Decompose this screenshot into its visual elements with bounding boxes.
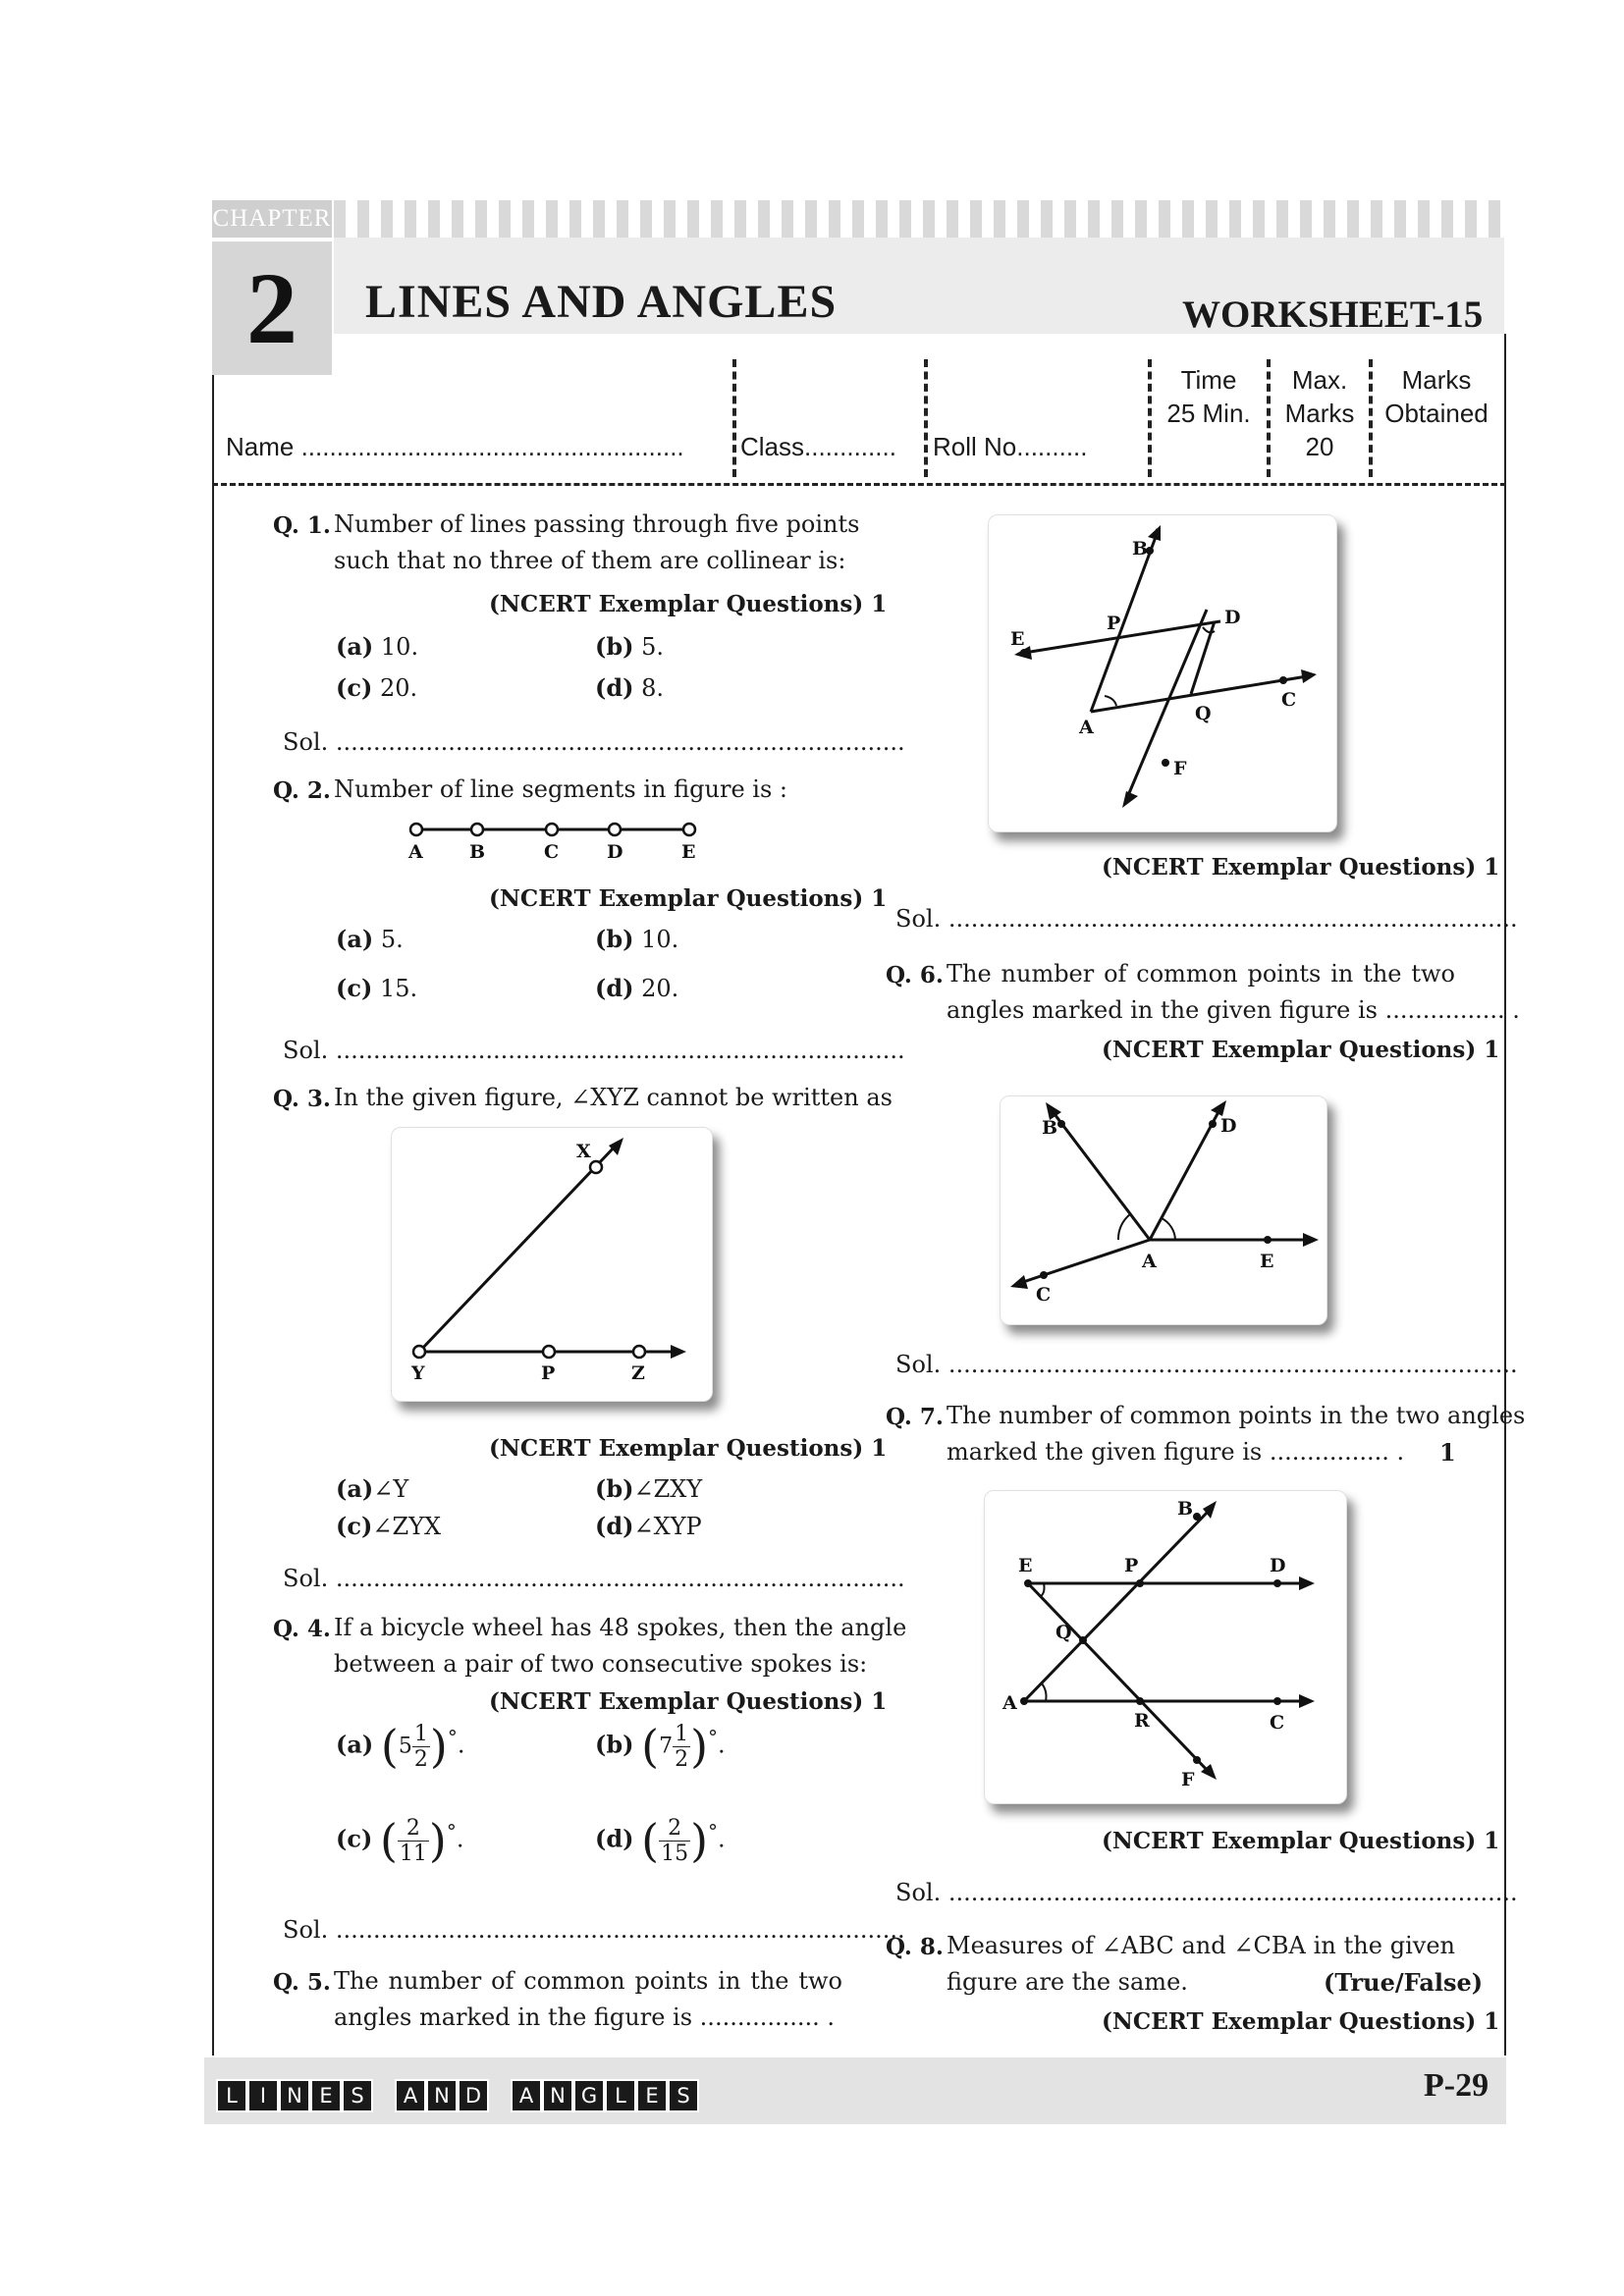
chapter-number: 2 (212, 241, 332, 375)
marks-obtained-label-2: Obtained (1384, 399, 1489, 428)
q4-line-1: If a bicycle wheel has 48 spokes, then the angle (334, 1614, 907, 1641)
q3-text: In the given figure, ∠XYZ cannot be written as (334, 1084, 893, 1111)
q7-solution-line[interactable]: Sol. ............................................................................ (895, 1879, 1518, 1906)
chapter-title: LINES AND ANGLES (365, 276, 838, 328)
max-marks-value: 20 (1305, 432, 1334, 461)
q5-label-b: B (1132, 538, 1149, 560)
q2-option-b[interactable]: (b) 10. (595, 925, 679, 953)
chapter-label: CHAPTER (212, 200, 332, 238)
separator-class-roll (924, 359, 928, 477)
q2-option-a[interactable]: (a) 5. (336, 925, 404, 953)
q2-option-c[interactable]: (c) 15. (336, 974, 418, 1002)
q2-option-d[interactable]: (d) 20. (595, 974, 679, 1002)
q1-option-d[interactable]: (d) 8. (595, 673, 665, 702)
q7-figure (984, 1490, 1347, 1804)
q5-label-a: A (1079, 717, 1094, 738)
q3-reference: (NCERT Exemplar Questions) 1 (489, 1435, 888, 1462)
q2-label-e: E (681, 841, 696, 863)
max-marks-label-2: Marks (1284, 399, 1355, 428)
q5-label-c: C (1281, 689, 1297, 711)
footer-letter: S (670, 2081, 697, 2110)
left-border-body (212, 485, 214, 2056)
q8-line-2: figure are the same. (947, 1968, 1188, 1996)
q4-option-a[interactable]: (a) (5 $\frac{1}{2}$ )°. (336, 1720, 465, 1773)
name-field[interactable]: Name ...................................................... (226, 432, 684, 461)
q6-label-b: B (1042, 1117, 1058, 1139)
q7-label-r: R (1134, 1710, 1150, 1732)
q6-line-1: The number of common points in the two (947, 960, 1455, 988)
footer-letter: N (428, 2081, 456, 2110)
q1-option-b[interactable]: (b) 5. (595, 632, 665, 661)
q7-label-f: F (1181, 1769, 1195, 1790)
footer-letter: N (281, 2081, 308, 2110)
q7-label-p: P (1124, 1555, 1139, 1576)
footer-letter: G (575, 2081, 603, 2110)
q2-solution-line[interactable]: Sol. ............................................................................ (283, 1037, 905, 1064)
q1-reference: (NCERT Exemplar Questions) 1 (489, 591, 888, 617)
q6-label-a: A (1142, 1251, 1157, 1272)
time-box (1151, 363, 1267, 430)
page-number: P-29 (1424, 2067, 1489, 2104)
dashed-divider (212, 483, 1506, 486)
q1-number: Q. 1. (273, 512, 331, 539)
q8-reference: (NCERT Exemplar Questions) 1 (1102, 2008, 1500, 2035)
q4-number: Q. 4. (273, 1616, 331, 1642)
worksheet-number: WORKSHEET-15 (1182, 294, 1484, 336)
q5-label-d: D (1224, 607, 1241, 628)
q1-line-2: such that no three of them are collinear is: (334, 547, 846, 574)
q6-label-e: E (1260, 1251, 1274, 1272)
q6-label-c: C (1036, 1284, 1052, 1306)
q3-solution-line[interactable]: Sol. ............................................................................ (283, 1565, 905, 1592)
q2-text: Number of line segments in figure is : (334, 775, 787, 803)
q8-number: Q. 8. (886, 1934, 944, 1960)
header-stripes (334, 200, 1504, 238)
q1-line-1: Number of lines passing through five points (334, 510, 860, 538)
footer-subject-label (218, 2081, 701, 2110)
q4-option-b[interactable]: (b) (7 $\frac{1}{2}$ )°. (595, 1720, 726, 1773)
footer-letter: A (397, 2081, 424, 2110)
q3-option-c[interactable]: (c)∠ZYX (336, 1512, 442, 1540)
q1-solution-line[interactable]: Sol. ............................................................................ (283, 728, 905, 756)
q2-line-segment-figure (393, 815, 717, 864)
q8-true-false: (True/False) (1324, 1968, 1484, 1997)
footer-letter: E (638, 2081, 666, 2110)
q2-number: Q. 2. (273, 777, 331, 804)
q4-line-2: between a pair of two consecutive spokes is: (334, 1650, 868, 1678)
q5-label-f: F (1173, 758, 1187, 779)
q2-label-c: C (544, 841, 560, 863)
class-field[interactable]: Class............. (740, 432, 896, 461)
footer-letter: A (513, 2081, 540, 2110)
q7-line-2: marked the given figure is ................ . (947, 1438, 1405, 1466)
q7-line-1: The number of common points in the two angles (947, 1402, 1526, 1429)
footer-letter: L (218, 2081, 245, 2110)
footer-letter: D (460, 2081, 487, 2110)
marks-obtained-box[interactable] (1373, 363, 1500, 430)
q7-label-c: C (1270, 1712, 1285, 1734)
q6-figure (1000, 1095, 1327, 1325)
q7-label-a: A (1002, 1692, 1017, 1714)
q3-label-y: Y (411, 1362, 425, 1384)
q4-option-c[interactable]: (c) ( $\frac{2}{11}$ )°. (336, 1814, 464, 1867)
right-border (1504, 334, 1506, 2056)
time-value: 25 Min. (1166, 399, 1251, 428)
footer-letter: L (607, 2081, 634, 2110)
marks-obtained-label-1: Marks (1401, 365, 1472, 395)
q1-option-a[interactable]: (a) 10. (336, 632, 419, 661)
q3-label-z: Z (631, 1362, 645, 1384)
q4-reference: (NCERT Exemplar Questions) 1 (489, 1688, 888, 1715)
q6-label-d: D (1220, 1115, 1237, 1137)
footer-letter: I (249, 2081, 277, 2110)
q1-option-c[interactable]: (c) 20. (336, 673, 418, 702)
separator-name-class (732, 359, 736, 477)
q6-line-2: angles marked in the given figure is ................ . (947, 996, 1520, 1024)
q2-reference: (NCERT Exemplar Questions) 1 (489, 885, 888, 912)
q2-label-d: D (607, 841, 623, 863)
roll-number-field[interactable]: Roll No.......... (933, 432, 1088, 461)
q3-option-d[interactable]: (d)∠XYP (595, 1512, 702, 1540)
q7-label-d: D (1270, 1555, 1286, 1576)
q7-label-b: B (1177, 1498, 1194, 1520)
q3-option-b[interactable]: (b)∠ZXY (595, 1474, 703, 1503)
q5-line-1: The number of common points in the two (334, 1967, 842, 1995)
q6-solution-line[interactable]: Sol. ............................................................................ (895, 1351, 1518, 1378)
q8-line-1: Measures of ∠ABC and ∠CBA in the given (947, 1932, 1455, 1959)
q3-label-x: X (576, 1141, 591, 1162)
q2-label-b: B (469, 841, 486, 863)
q7-mark: 1 (1439, 1438, 1456, 1467)
q5-reference: (NCERT Exemplar Questions) 1 (1102, 854, 1500, 881)
q3-option-a[interactable]: (a)∠Y (336, 1474, 409, 1503)
q3-number: Q. 3. (273, 1086, 331, 1112)
footer-letter: N (544, 2081, 571, 2110)
q7-reference: (NCERT Exemplar Questions) 1 (1102, 1828, 1500, 1854)
q7-label-q: Q (1056, 1622, 1072, 1643)
footer-letter: S (344, 2081, 371, 2110)
q3-label-p: P (541, 1362, 556, 1384)
max-marks-label-1: Max. (1291, 365, 1348, 395)
left-border (212, 375, 214, 485)
q5-solution-line[interactable]: Sol. ............................................................................ (895, 905, 1518, 933)
q7-label-e: E (1018, 1555, 1033, 1576)
q6-reference: (NCERT Exemplar Questions) 1 (1102, 1037, 1500, 1063)
q7-number: Q. 7. (886, 1404, 944, 1430)
time-label: Time (1180, 365, 1237, 395)
q2-label-a: A (408, 841, 423, 863)
q3-figure (391, 1127, 713, 1402)
q5-number: Q. 5. (273, 1969, 331, 1996)
max-marks-box (1271, 363, 1369, 463)
q5-label-q: Q (1195, 703, 1212, 724)
footer-letter: E (312, 2081, 340, 2110)
q5-label-p: P (1107, 613, 1121, 634)
q6-number: Q. 6. (886, 962, 944, 988)
q4-option-d[interactable]: (d) ( $\frac{2}{15}$ )°. (595, 1814, 726, 1867)
q5-label-e: E (1010, 628, 1025, 650)
q5-line-2: angles marked in the figure is ................ . (334, 2003, 835, 2031)
q5-figure (988, 514, 1337, 832)
q4-solution-line[interactable]: Sol. ............................................................................ (283, 1916, 905, 1944)
